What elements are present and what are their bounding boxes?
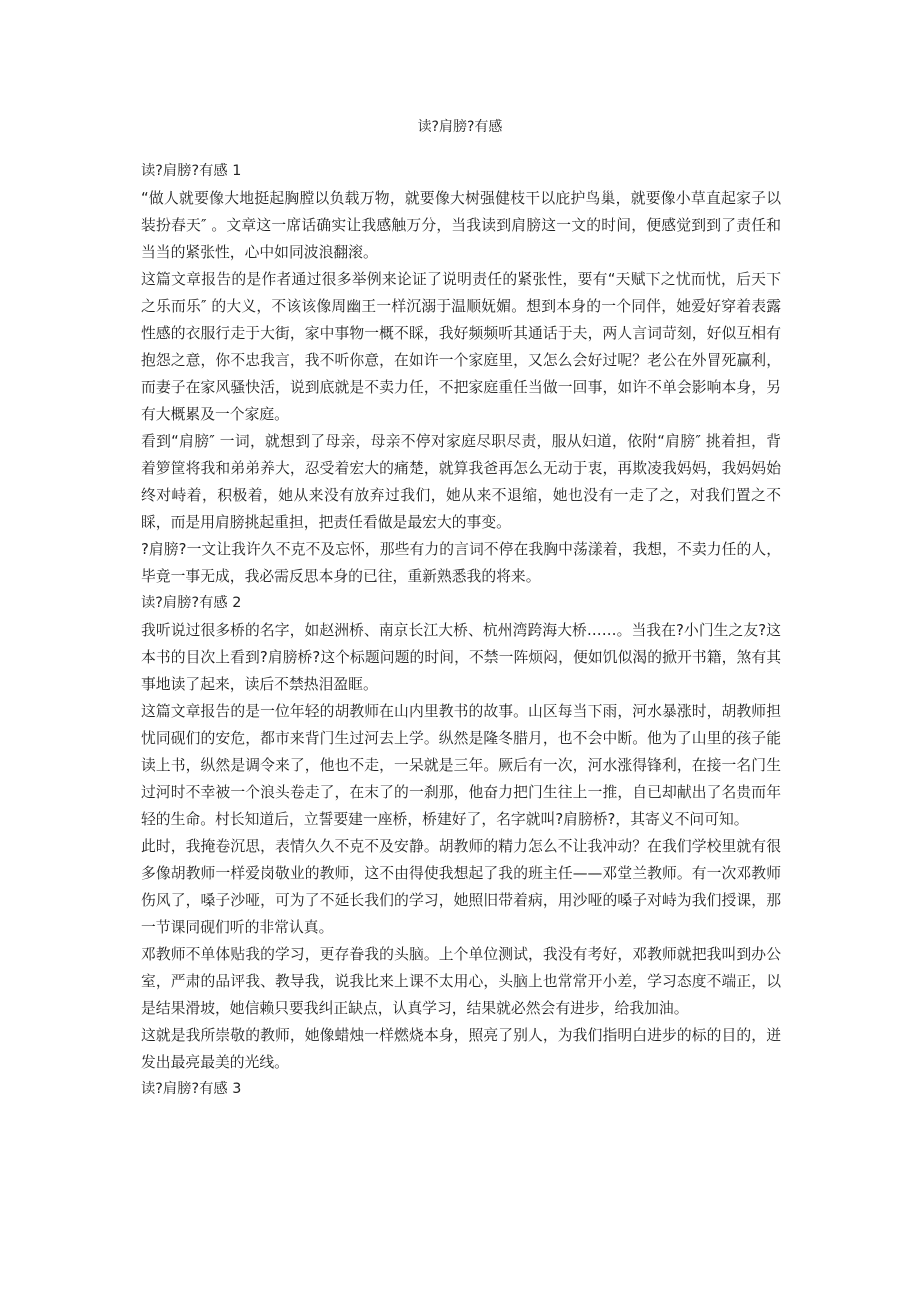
paragraph: 我听说过很多桥的名字，如赵洲桥、南京长江大桥、杭州湾跨海大桥……。当我在?小门生之友?这本书的目次上看到?肩膀桥?这个标题问题的时间，不禁一阵烦闷，便如饥似渴的掀开书籍，煞有其事地读了起来，读后不禁热泪盈眶。 bbox=[141, 622, 781, 693]
paragraph: 这篇文章报告的是作者通过很多举例来论证了说明责任的紧张性，要有“天赋下之忧而忧，后天下之乐而乐″ 的大义，不该该像周幽王一样沉溺于温顺妩媚。想到本身的一个同伴，她爱好穿着表露性感的衣服行走于大街，家中事物一概不睬，我好频频听其通话于夫，两人言词苛刻，好似互相有抱怨之意，你不忠我言，我不听你意，在如许一个家庭里，又怎么会好过呢？老公在外冒死赢利，而妻子在家风骚快活，说到底就是不卖力任，不把家庭重任当做一回事，如许不单会影响本身，另有大概累及一个家庭。 bbox=[141, 271, 781, 423]
paragraph: 邓教师不单体贴我的学习，更存眷我的头脑。上个单位测试，我没有考好，邓教师就把我叫到办公室，严肃的品评我、教导我，说我比来上课不太用心，头脑上也常常开小差，学习态度不端正，以是结果滑坡，她信赖只要我纠正缺点，认真学习，结果就必然会有进步，给我加油。 bbox=[141, 946, 781, 1017]
paragraph: 这篇文章报告的是一位年轻的胡教师在山内里教书的故事。山区每当下雨，河水暴涨时，胡教师担忧同砚们的安危，都市来背门生过河去上学。纵然是隆冬腊月，也不会中断。他为了山里的孩子能读上书，纵然是调令来了，他也不走，一呆就是三年。厥后有一次，河水涨得锋利，在接一名门生过河时不幸被一个浪头卷走了，在末了的一刹那，他奋力把门生往上一推，自已却献出了名贵而年轻的生命。村长知道后，立誓要建一座桥，桥建好了，名字就叫?肩膀桥?，其寄义不问可知。 bbox=[141, 703, 781, 828]
paragraph: ?肩膀?一文让我许久不克不及忘怀，那些有力的言词不停在我胸中荡漾着，我想，不卖力任的人，毕竟一事无成，我必需反思本身的已往，重新熟悉我的将来。 bbox=[141, 541, 781, 585]
paragraph: 此时，我掩卷沉思，表情久久不克不及安静。胡教师的精力怎么不让我冲动？在我们学校里就有很多像胡教师一样爱岗敬业的教师，这不由得使我想起了我的班主任——邓堂兰教师。有一次邓教师伤风了，嗓子沙哑，可为了不延长我们的学习，她照旧带着病，用沙哑的嗓子对峙为我们授课，那一节课同砚们听的非常认真。 bbox=[141, 838, 781, 936]
section-heading-1: 读?肩膀?有感 1 bbox=[141, 163, 242, 179]
document-body bbox=[141, 158, 781, 1103]
section-heading-3: 读?肩膀?有感 3 bbox=[141, 1081, 242, 1097]
paragraph: “做人就要像大地挺起胸膛以负载万物，就要像大树强健枝干以庇护鸟巢，就要像小草直起家子以装扮春天″ 。文章这一席话确实让我感触万分，当我读到肩膀这一文的时间，便感觉到到了责任和当当的紧张性，心中如同波浪翻滚。 bbox=[141, 190, 781, 261]
document-title: 读?肩膀?有感 bbox=[417, 119, 503, 135]
paragraph: 看到“肩膀″ 一词，就想到了母亲，母亲不停对家庭尽职尽责，服从妇道，依附“肩膀″ 挑着担，背着箩筐将我和弟弟养大，忍受着宏大的痛楚，就算我爸再怎么无动于衷，再欺凌我妈妈，我妈妈始终对峙着，积极着，她从来没有放弃过我们，她从来不退缩，她也没有一走了之，对我们置之不睬，而是用肩膀挑起重担，把责任看做是最宏大的事变。 bbox=[141, 433, 781, 531]
section-heading-2: 读?肩膀?有感 2 bbox=[141, 595, 242, 611]
paragraph: 这就是我所崇敬的教师，她像蜡烛一样燃烧本身，照亮了别人，为我们指明白进步的标的目的，迸发出最亮最美的光线。 bbox=[141, 1027, 781, 1071]
